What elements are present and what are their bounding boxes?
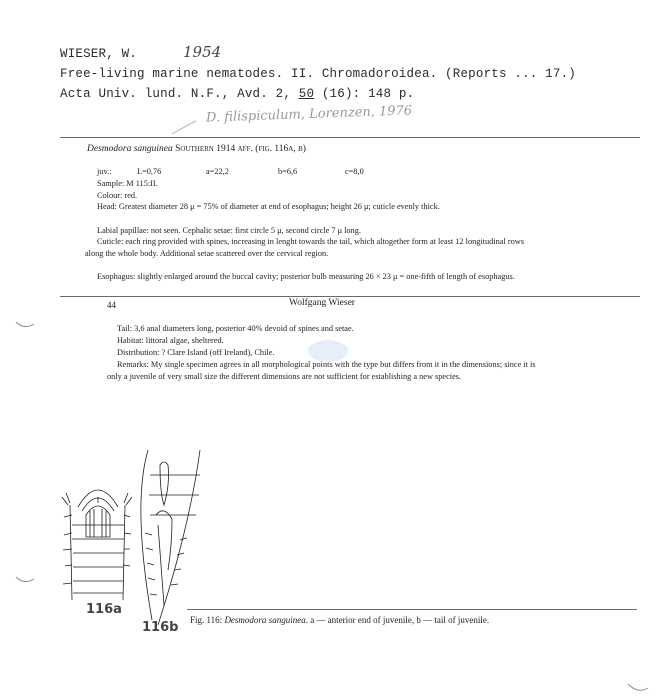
ink-stamp [308, 340, 348, 362]
entry-habitat: Habitat: littoral algae, sheltered. [117, 336, 224, 345]
figure-116b-drawing [141, 450, 200, 625]
entry-remarks: Remarks: My single specimen agrees in all morphological points with the type but differs from it in the dimensions; since it is only a juvenile of very small size the different dimensions are not sufficient for establishing a new species. [107, 360, 536, 381]
entry-distribution: Distribution: ? Clare Island (off Ireland), Chile. [117, 348, 275, 357]
page-number: 44 [107, 300, 116, 310]
card-year: 1954 [183, 43, 222, 61]
entry-colour: Colour: red. [97, 191, 138, 200]
citation-prefix: Acta Univ. lund. N.F., Avd. 2, [60, 87, 299, 101]
handwritten-annotation: D. filispiculum, Lorenzen, 1976 [205, 103, 413, 126]
entry-esophagus: Esophagus: slightly enlarged around the buccal cavity; posterior bulb measuring 26 × 23 μ = one-fifth of length of esophagus. [97, 272, 515, 281]
citation-volume: 50 [298, 87, 315, 101]
species-name: Desmodora sanguinea [87, 144, 173, 154]
clipping-middle-rule [60, 296, 640, 297]
entry-heading [87, 144, 306, 156]
entry-head: Head: Greatest diameter 28 μ = 75% of diameter at end of esophagus; height 26 μ; cuticle evenly thick. [97, 202, 440, 211]
figure-label-a: 116a [86, 602, 122, 617]
card-title: Free-living marine nematodes. II. Chromadoroidea. (Reports ... 17.) [60, 67, 576, 81]
entry-cuticle: Cuticle: each ring provided with spines, increasing in lenght towards the tail, which altogether form at least 12 longitudinal rows along the whole body. Additional setae scattered over the cervical region. [85, 237, 524, 258]
species-authority: Southern 1914 aff. (fig. 116a, b) [172, 144, 306, 154]
clipping-top-rule [60, 137, 640, 138]
measure-b: b=6,6 [278, 167, 298, 176]
measure-a: a=22,2 [206, 167, 229, 176]
measure-L: L=0,76 [137, 167, 162, 176]
punch-hole-mark [14, 573, 36, 587]
figure-drawings [60, 445, 210, 640]
caption-prefix: Fig. 116: [190, 615, 225, 625]
punch-hole-mark [14, 318, 36, 332]
figure-116a-drawing [62, 490, 132, 600]
citation-suffix: (16): 148 p. [314, 87, 415, 101]
card-citation [60, 87, 414, 101]
caption-rule [187, 609, 637, 610]
pencil-stroke [170, 118, 200, 138]
caption-suffix: . a — anterior end of juvenile, b — tail of juvenile. [305, 615, 490, 625]
measure-stage: juv.: [97, 167, 112, 176]
caption-species: Desmodora sanguinea [224, 615, 306, 625]
entry-labial: Labial papillae: not seen. Cephalic setae: first circle 5 μ, second circle 7 μ long. [97, 226, 361, 235]
running-head: Wolfgang Wieser [289, 298, 355, 308]
figure-caption [190, 615, 489, 627]
card-author: WIESER, W. [60, 47, 138, 61]
entry-tail: Tail: 3,6 anal diameters long, posterior 40% devoid of spines and setae. [117, 324, 354, 333]
entry-sample: Sample: M 115:II. [97, 179, 158, 188]
figure-label-b: 116b [142, 620, 179, 635]
measure-c: c=8,0 [345, 167, 364, 176]
punch-hole-mark [626, 680, 650, 696]
